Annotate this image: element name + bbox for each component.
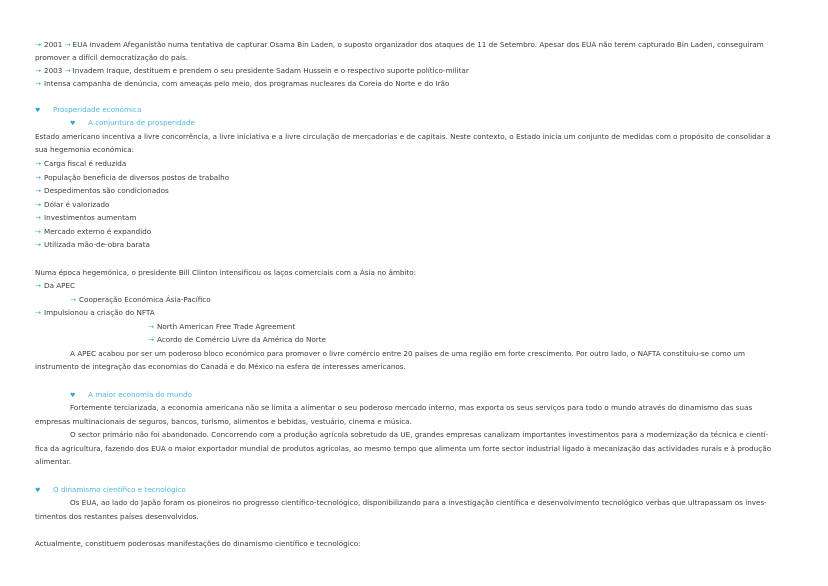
list-item: → Investimentos aumentam (35, 213, 137, 222)
paragraph-clinton: Numa época hegemónica, o presidente Bill Clinton intensificou os laços comerciais com a Ásia no âmbito: (35, 268, 417, 277)
list-item: → Impulsionou a criação do NFTA (35, 308, 155, 317)
line-2003: → 2003 → Invadem Iraque, destituem e prendem o seu presidente Sadam Hussein e o respectivo suporte político-militar (35, 66, 469, 75)
list-subitem: → Cooperação Económica Ásia-Pacífico (70, 295, 211, 304)
list-subitem: → Acordo de Comércio Livre da América do Norte (148, 335, 326, 344)
arrow-icon: → (35, 159, 42, 168)
arrow-icon: → (35, 173, 42, 182)
subheading-conjuntura: ♥ A conjuntura de prosperidade (70, 116, 828, 130)
section-heading-prosperity: ♥ Prosperidade económica (35, 103, 793, 117)
line-nuclear: → Intensa campanha de denúncia, com ameaças pelo meio, dos programas nucleares da Coreia do Norte e do Irão (35, 79, 450, 88)
list-item: → Mercado externo é expandido (35, 227, 152, 236)
heart-bullet-icon: ♥ (70, 392, 76, 399)
list-subitem: → North American Free Trade Agreement (148, 322, 296, 331)
paragraph-tertiary: Fortemente terciarizada, a economia americana não se limita a alimentar o seu poderoso mercado interno, mas exporta os seus serviços para todo o mundo através do dinamismo das suas (70, 403, 753, 412)
line-2001: → 2001 → EUA invadem Afeganistão numa tentativa de capturar Osama Bin Laden, o suposto organizador dos ataques de 11 de Setembro. Apesar dos EUA não terem capturado Bin Laden, conseguiram (35, 40, 764, 49)
arrow-icon: → (35, 308, 42, 317)
line-2001-cont: promover a difícil democratização do país. (35, 53, 189, 62)
arrow-icon: → (35, 281, 42, 290)
arrow-icon: → (35, 79, 42, 88)
heart-bullet-icon: ♥ (35, 107, 41, 114)
paragraph-manifestations: Actualmente, constituem poderosas manifestações do dinamismo científico e tecnológico: (35, 539, 361, 548)
paragraph-science: Os EUA, ao lado do Japão foram os pioneiros no progresso científico-tecnológico, disponibilizando para a investigação científica e desenvolvimento tecnológico verbas que ultrapassam os inves- (70, 498, 767, 507)
arrow-icon: → (148, 335, 155, 344)
paragraph-science-cont: timentos dos restantes países desenvolvidos. (35, 512, 199, 521)
section-heading-science: ♥ O dinamismo científico e tecnológico (35, 483, 793, 497)
arrow-icon: → (70, 295, 77, 304)
arrow-icon: → (64, 40, 71, 49)
arrow-icon: → (148, 322, 155, 331)
list-item: → Carga fiscal é reduzida (35, 159, 127, 168)
paragraph-apec: A APEC acabou por ser um poderoso bloco económico para promover o livre comércio entre 20 países de uma região em forte crescimento. Por outro lado, o NAFTA constituiu-se como um (70, 349, 745, 358)
paragraph-primary-sector-cont: fica da agricultura, fazendo dos EUA o maior exportador mundial de produtos agrícolas, ao mesmo tempo que alimenta um forte sector industrial ligado à mecanização das actividades rurais e à produção (35, 444, 771, 453)
arrow-icon: → (35, 40, 42, 49)
arrow-icon: → (35, 66, 42, 75)
list-item: → População beneficia de diversos postos de trabalho (35, 173, 230, 182)
paragraph-state: Estado americano incentiva a livre concorrência, a livre iniciativa e a livre circulação de mercadorias e de capitais. Neste contexto, o Estado inicia um conjunto de medidas com o propósito de consolidar a (35, 132, 771, 141)
arrow-icon: → (64, 66, 71, 75)
list-item: → Dólar é valorizado (35, 200, 110, 209)
subheading-largest-economy: ♥ A maior economia do mundo (70, 388, 828, 402)
heart-bullet-icon: ♥ (35, 487, 41, 494)
paragraph-state-cont: sua hegemonia económica: (35, 145, 135, 154)
list-item: → Da APEC (35, 281, 76, 290)
list-item: → Utilizada mão-de-obra barata (35, 240, 150, 249)
heart-bullet-icon: ♥ (70, 120, 76, 127)
paragraph-apec-cont: instrumento de integração das economias do Canadá e do México na esfera de interesses americanos. (35, 362, 406, 371)
list-item: → Despedimentos são condicionados (35, 186, 169, 195)
paragraph-primary-sector-end: alimentar. (35, 457, 72, 466)
arrow-icon: → (35, 227, 42, 236)
arrow-icon: → (35, 240, 42, 249)
paragraph-tertiary-cont: empresas multinacionais de seguros, bancos, turismo, alimentos e bebidas, vestuário, cinema e música. (35, 417, 412, 426)
arrow-icon: → (35, 213, 42, 222)
paragraph-primary-sector: O sector primário não foi abandonado. Concorrendo com a produção agrícola sobretudo da UE, grandes empresas canalizam importantes investimentos para a modernização da técnica e cientí- (70, 430, 769, 439)
arrow-icon: → (35, 186, 42, 195)
arrow-icon: → (35, 200, 42, 209)
